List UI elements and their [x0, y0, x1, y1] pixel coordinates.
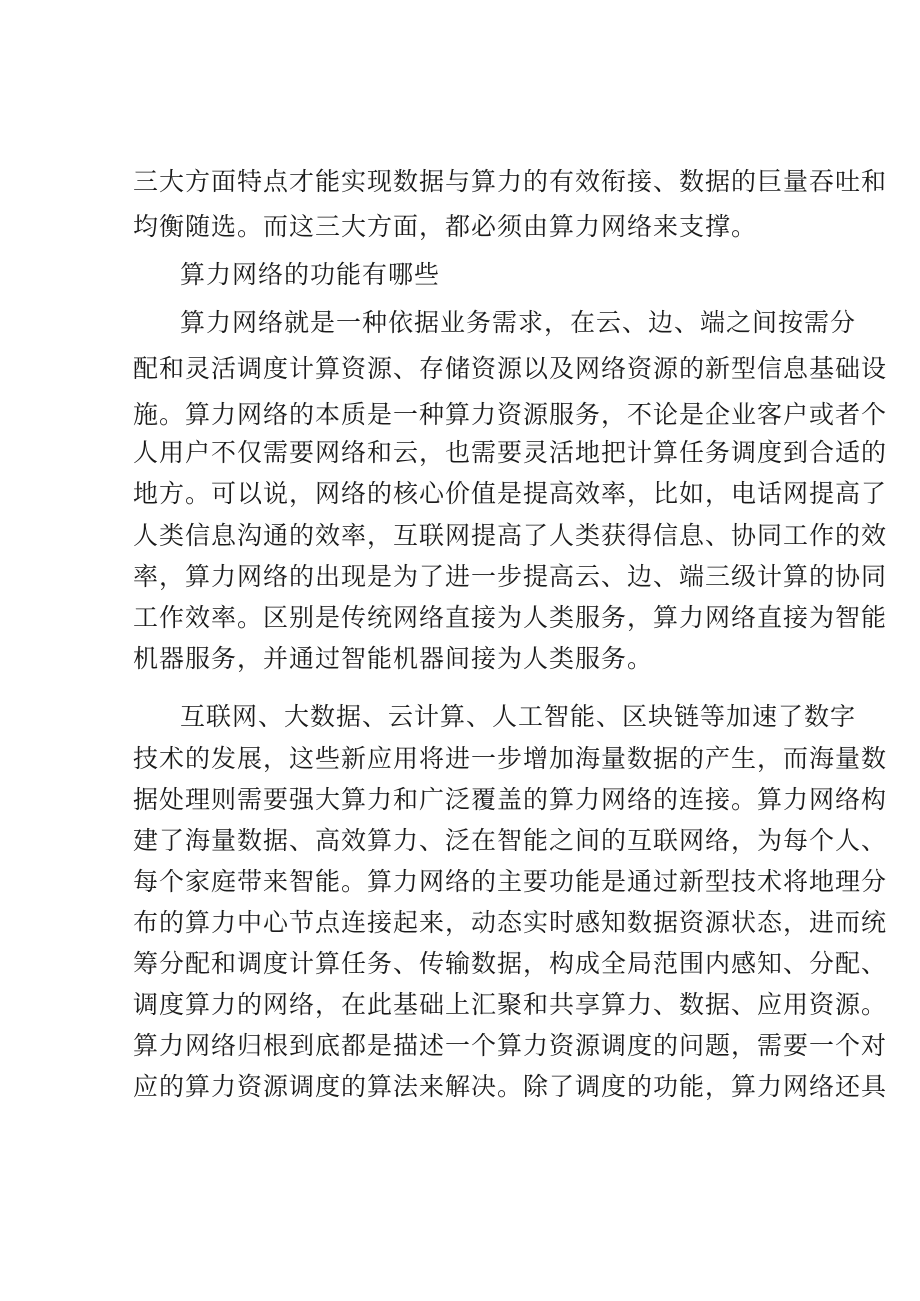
- text-line: 技术的发展，这些新应用将进一步增加海量数据的产生，而海量数: [133, 744, 888, 773]
- text-line: 算力网络就是一种依据业务需求，在云、边、端之间按需分: [180, 308, 857, 337]
- text-line: 均衡随选。而这三大方面，都必须由算力网络来支撑。: [133, 212, 758, 241]
- text-line: 互联网、大数据、云计算、人工智能、区块链等加速了数字: [180, 702, 857, 731]
- text-line: 工作效率。区别是传统网络直接为人类服务，算力网络直接为智能: [133, 603, 888, 632]
- text-line: 配和灵活调度计算资源、存储资源以及网络资源的新型信息基础设: [133, 354, 888, 383]
- text-line: 施。算力网络的本质是一种算力资源服务，不论是企业客户或者个: [133, 400, 888, 429]
- text-line: 建了海量数据、高效算力、泛在智能之间的互联网络，为每个人、: [133, 826, 888, 855]
- text-line: 调度算力的网络，在此基础上汇聚和共享算力、数据、应用资源。: [133, 990, 888, 1019]
- text-line: 应的算力资源调度的算法来解决。除了调度的功能，算力网络还具: [133, 1072, 888, 1101]
- text-line: 每个家庭带来智能。算力网络的主要功能是通过新型技术将地理分: [133, 867, 888, 896]
- text-line: 地方。可以说，网络的核心价值是提高效率，比如，电话网提高了: [133, 479, 888, 508]
- text-line: 人类信息沟通的效率，互联网提高了人类获得信息、协同工作的效: [133, 521, 888, 550]
- text-line: 筹分配和调度计算任务、传输数据，构成全局范围内感知、分配、: [133, 949, 888, 978]
- section-heading: 算力网络的功能有哪些: [180, 260, 441, 289]
- text-line: 率，算力网络的出现是为了进一步提高云、边、端三级计算的协同: [133, 562, 888, 591]
- text-line: 三大方面特点才能实现数据与算力的有效衔接、数据的巨量吞吐和: [133, 167, 888, 196]
- text-line: 算力网络归根到底都是描述一个算力资源调度的问题，需要一个对: [133, 1031, 888, 1060]
- text-line: 据处理则需要强大算力和广泛覆盖的算力网络的连接。算力网络构: [133, 785, 888, 814]
- text-line: 布的算力中心节点连接起来，动态实时感知数据资源状态，进而统: [133, 908, 888, 937]
- text-line: 机器服务，并通过智能机器间接为人类服务。: [133, 644, 654, 673]
- text-line: 人用户不仅需要网络和云，也需要灵活地把计算任务调度到合适的: [133, 438, 888, 467]
